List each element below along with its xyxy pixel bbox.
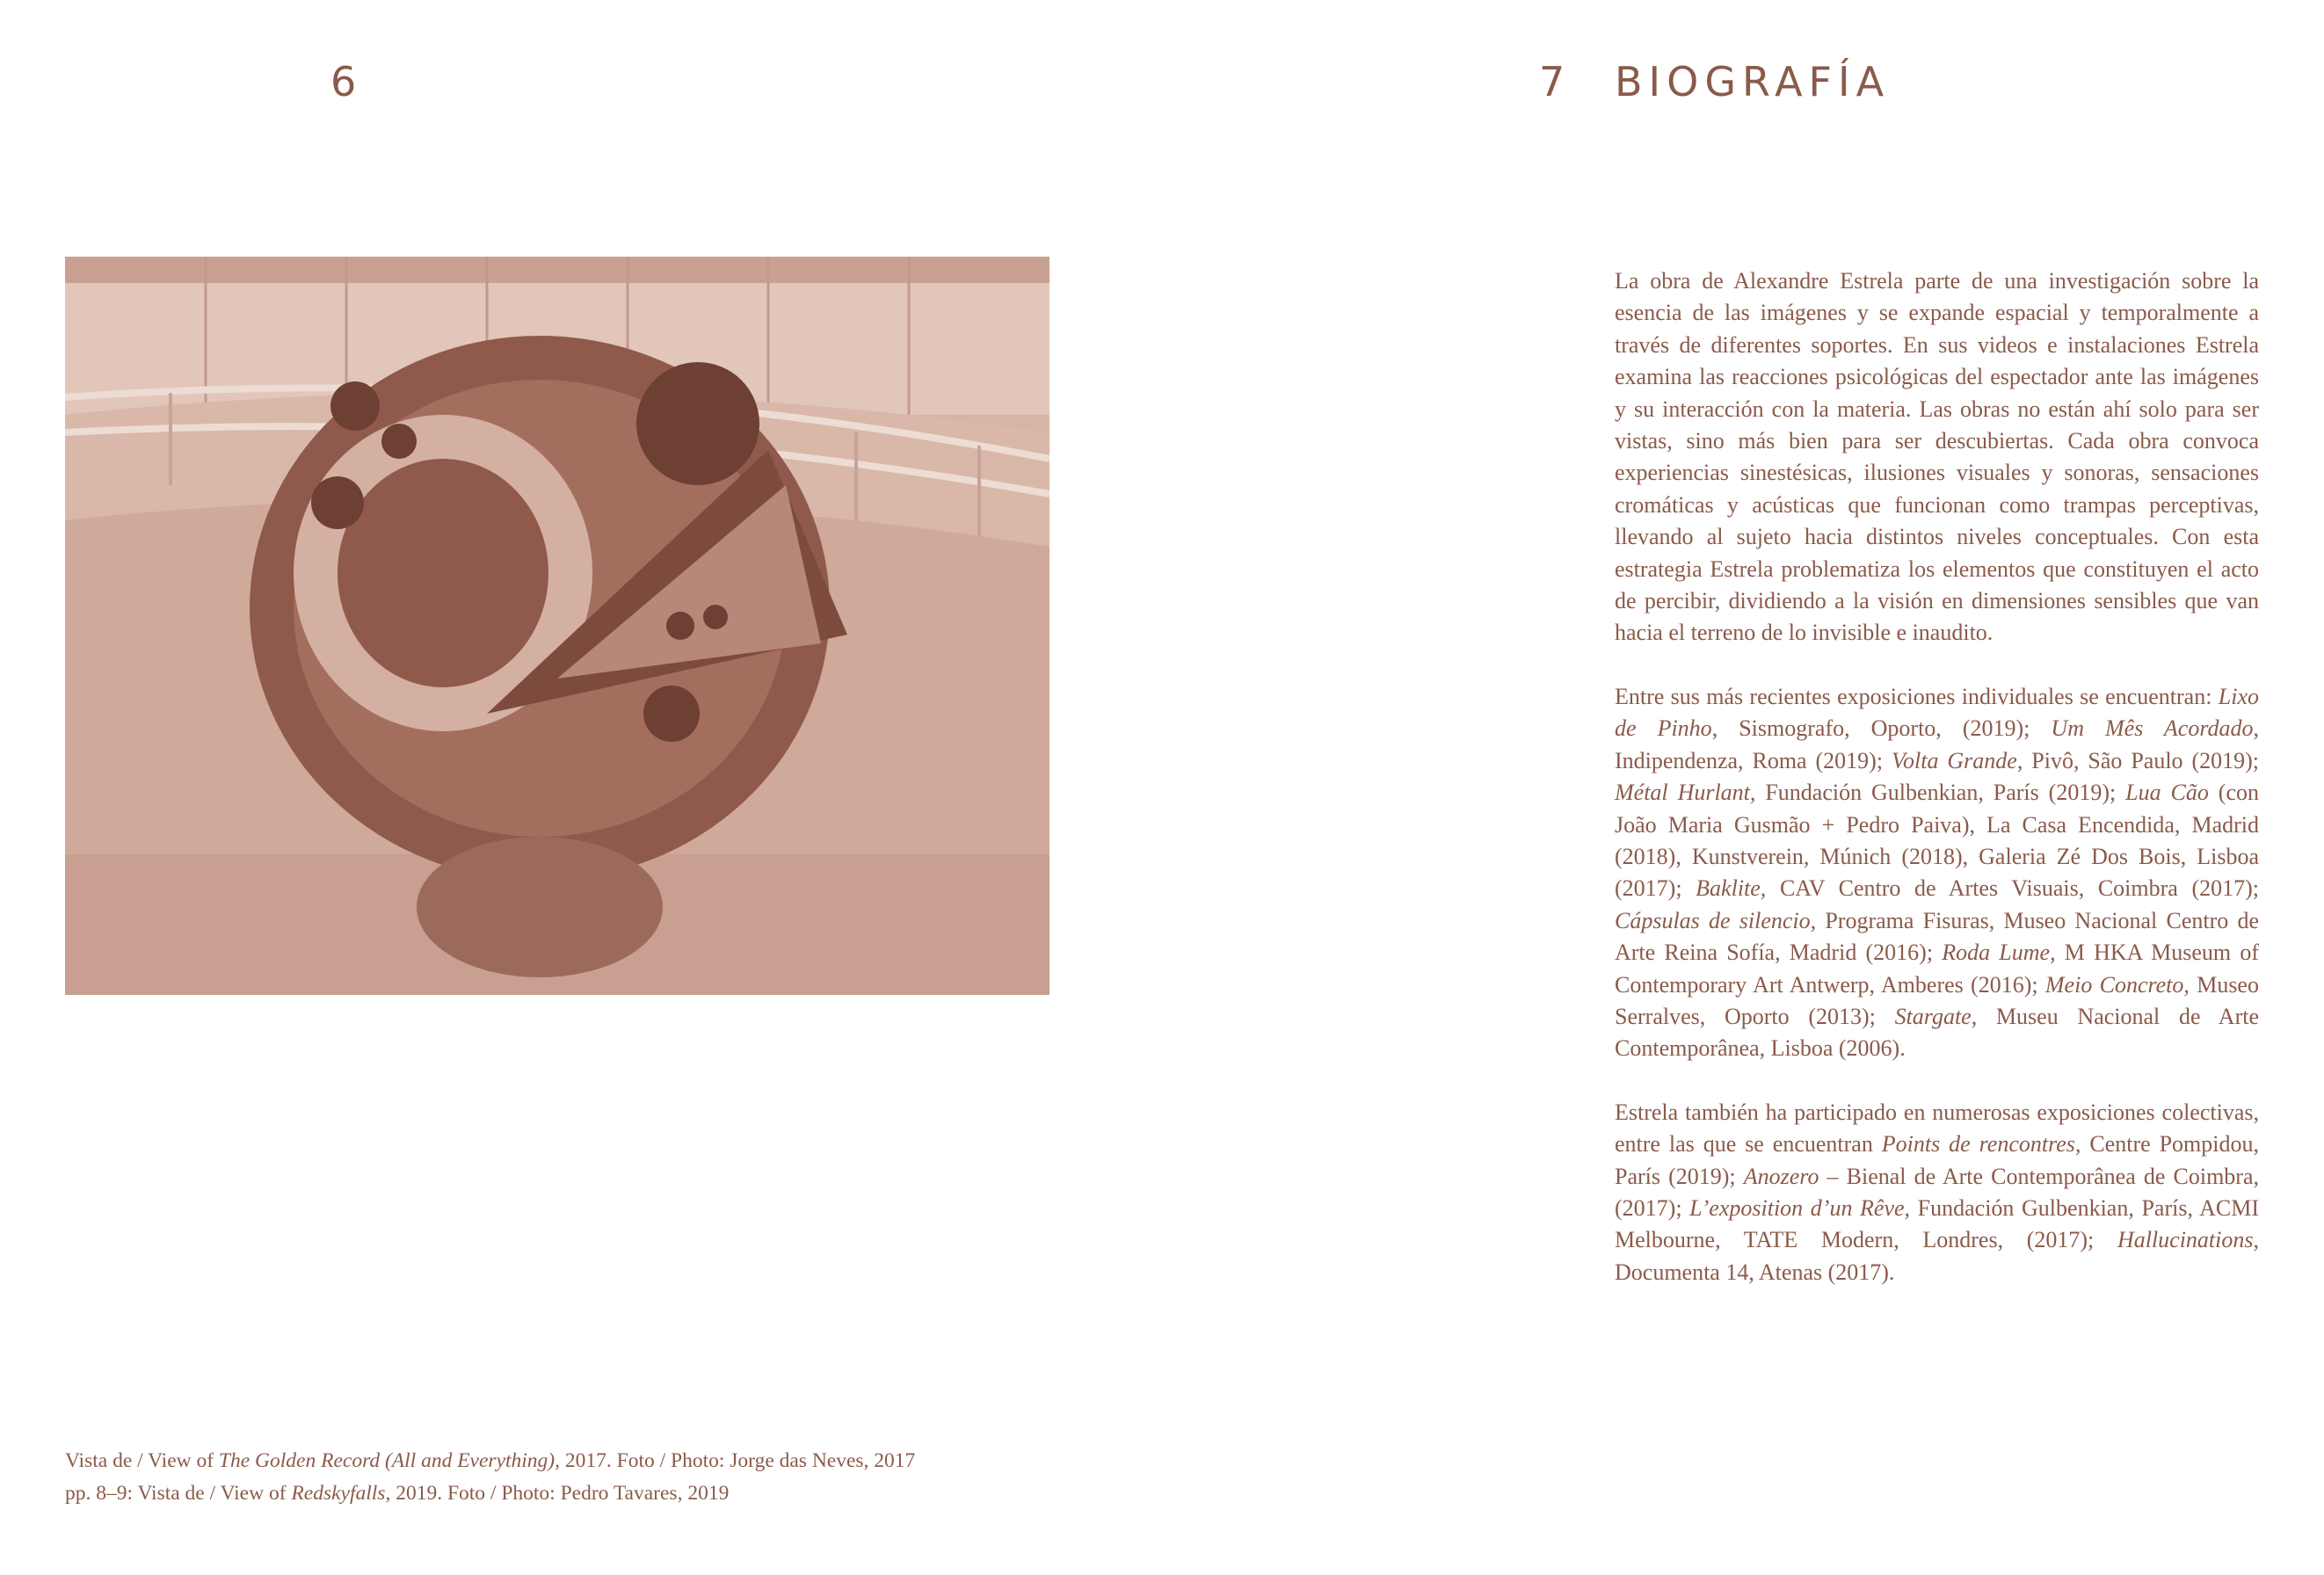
work-title: Meio Concreto, (2044, 971, 2190, 998)
sculpture-image (65, 257, 1049, 995)
bio-paragraph-2: Entre sus más recientes exposiciones individuales se encuentran: Lixo de Pinho, Sismografo, Oporto, (2019); Um Mês Acordado, Indipendenza, Roma (2019); Volta Grande, Pivô, São Paulo (2019); Métal Hurlant, Fundación Gulbenkian, París (2019); Lua Cão (con João Maria Gusmão + Pedro Paiva), La Casa Encendida, Madrid (2018), Kunstverein, Múnich (2018), Galeria Zé Dos Bois, Lisboa (2017); Baklite, CAV Centro de Artes Visuais, Coimbra (2017); Cápsulas de silencio, Programa Fisuras, Museo Nacional Centro de Arte Reina Sofía, Madrid (2016); Roda Lume, M HKA Museum of Contemporary Art Antwerp, Amberes (2016); Meio Concreto, Museo Serralves, Oporto (2013); Stargate, Museu Nacional de Arte Contemporânea, Lisboa (2006). (1615, 683, 2260, 1062)
sculpture-photo (65, 257, 1049, 995)
caption-line-1: Vista de / View of The Golden Record (All and Everything), 2017. Foto / Photo: Jorge das Neves, 2017 (65, 1449, 916, 1472)
section-title: BIOGRAFÍA (1615, 58, 1891, 105)
work-title: Lixo de Pinho (1615, 683, 2259, 742)
work-title: Anozero (1743, 1163, 1819, 1189)
work-title: Hallucinations (2117, 1227, 2254, 1253)
bio-paragraph-1: La obra de Alexandre Estrela parte de una investigación sobre la esencia de las imágenes y se expande espacial y temporalmente a través de diferentes soportes. En sus videos e instalaciones Estrela examina las reacciones psicológicas del espectador ante las imágenes y su interacción con la materia. Las obras no están ahí solo para ser vistas, sino más bien para ser descubiertas. Cada obra convoca experiencias sinestésicas, ilusiones visuales y sonoras, sensaciones cromáticas y acústicas que funcionan como trampas perceptivas, llevando al sujeto hacia distintos niveles conceptuales. Con esta estrategia Estrela problematiza los elementos que constituyen el acto de percibir, dividiendo a la visión en dimensiones sensibles que van hacia el terreno de lo invisible e inaudito. (1615, 268, 2259, 646)
work-title: Baklite, (1696, 875, 1767, 902)
photo-caption (65, 1445, 1120, 1510)
work-title: Um Mês Acordado (2051, 715, 2254, 742)
work-title: Stargate (1894, 1003, 1972, 1029)
page-number-right: 7 (1539, 58, 1567, 105)
work-title: Lua Cão (2125, 780, 2209, 806)
work-title: L’exposition d’un Rêve, (1689, 1194, 1911, 1221)
work-title: Cápsulas de silencio, (1615, 907, 1817, 933)
work-title: Métal Hurlant, (1615, 780, 1756, 806)
bio-paragraph-3: Estrela también ha participado en numerosas exposiciones colectivas, entre las que se encuentran Points de rencontres, Centre Pompidou, París (2019); Anozero – Bienal de Arte Contemporânea de Coimbra, (2017); L’exposition d’un Rêve, Fundación Gulbenkian, París, ACMI Melbourne, TATE Modern, Londres, (2017); Hallucinations, Documenta 14, Atenas (2017). (1615, 1099, 2260, 1285)
work-title: Points de rencontres, (1881, 1131, 2081, 1158)
biography-text (1615, 265, 2259, 1320)
work-title: Volta Grande (1892, 747, 2017, 773)
caption-line-2: pp. 8–9: Vista de / View of Redskyfalls, 2019. Foto / Photo: Pedro Tavares, 2019 (65, 1482, 730, 1505)
work-title: Roda Lume, (1942, 940, 2056, 966)
page-number-left: 6 (330, 58, 359, 105)
